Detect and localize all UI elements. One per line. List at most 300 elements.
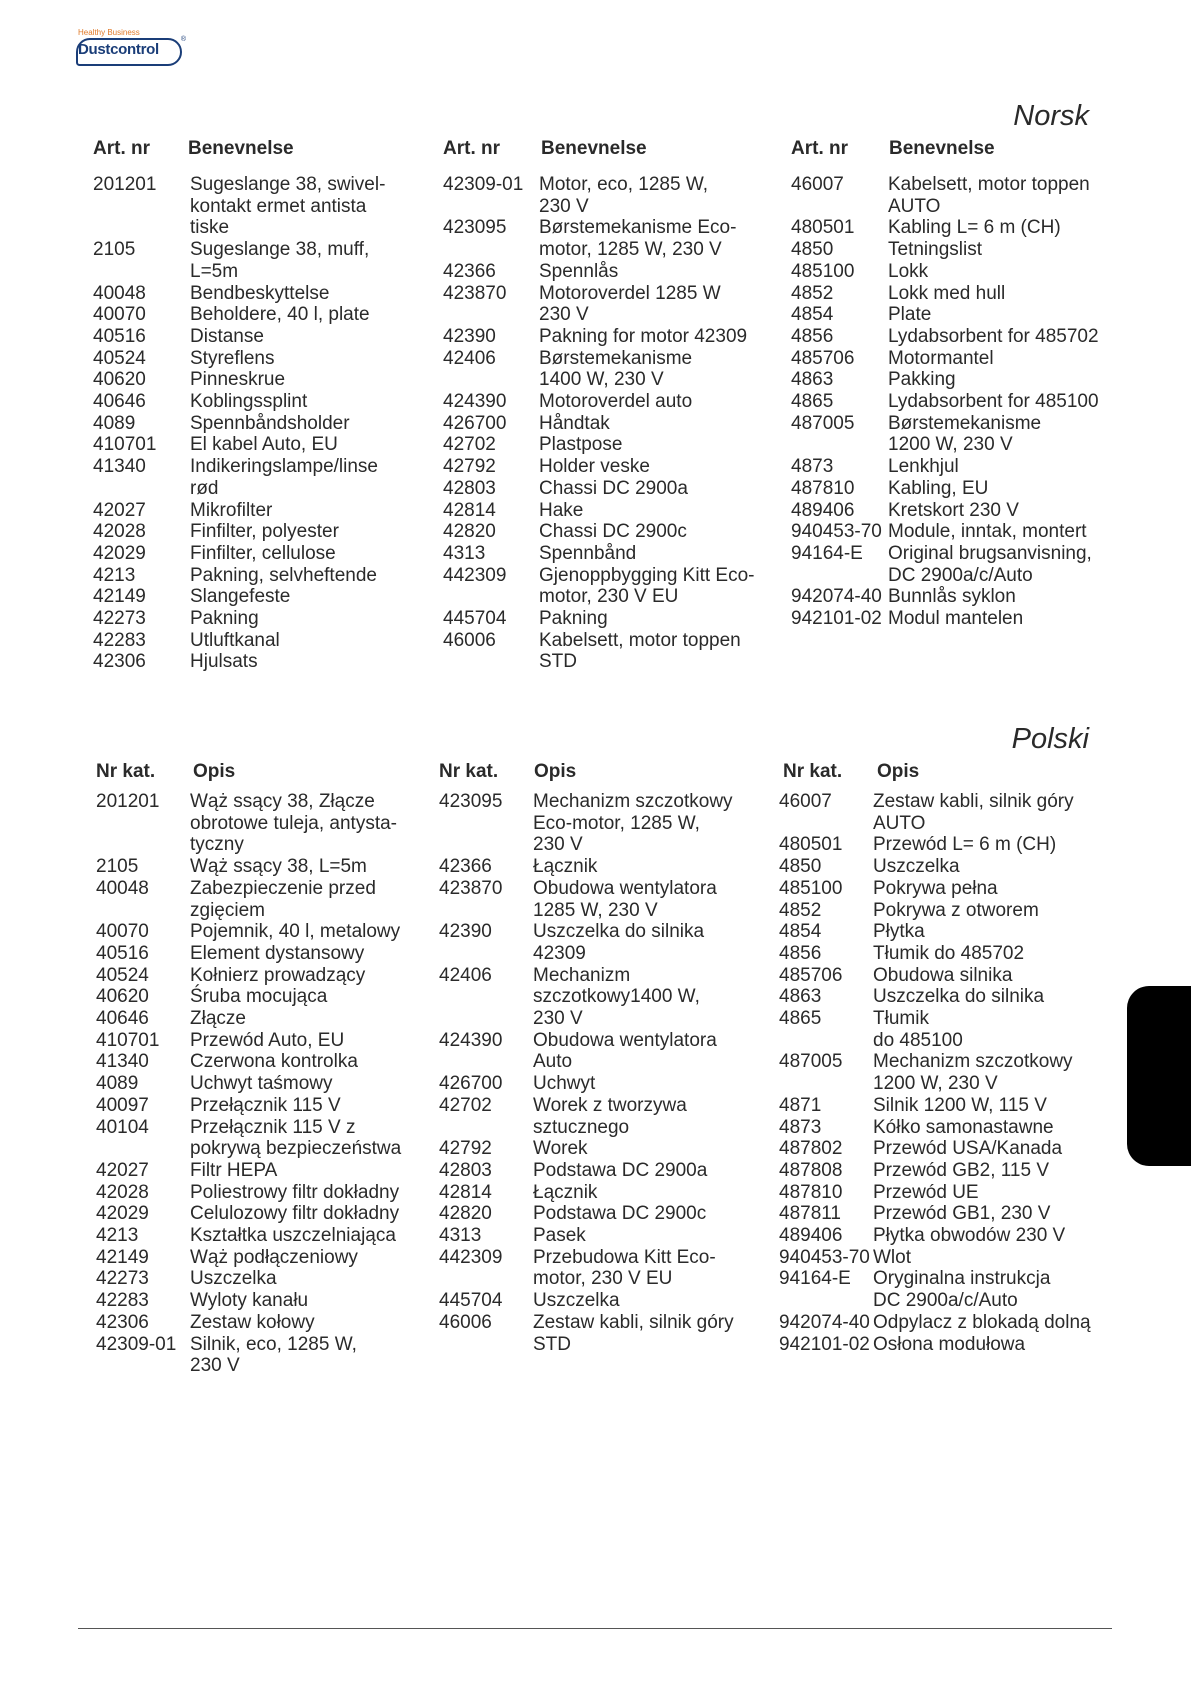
- part-row: [93, 283, 385, 305]
- part-row: [779, 791, 1091, 834]
- part-number: 40070: [96, 921, 149, 943]
- part-number: 2105: [96, 856, 139, 878]
- column-header: [443, 138, 783, 162]
- part-number: 4865: [779, 1008, 822, 1030]
- part-row: [96, 921, 401, 943]
- part-number: 201201: [96, 791, 160, 812]
- part-description: Module, inntak, montert: [888, 521, 1087, 543]
- part-number: 42309-01: [443, 174, 524, 195]
- part-number: 42406: [439, 964, 492, 986]
- part-number: 40104: [96, 1116, 149, 1138]
- part-row: [439, 1225, 734, 1247]
- part-number: 480501: [779, 834, 843, 856]
- part-number: 42702: [443, 434, 496, 456]
- language-title: Polski: [1011, 723, 1089, 755]
- part-description: Motoroverdel auto: [539, 391, 693, 413]
- part-row: [791, 521, 1099, 543]
- part-description: Łącznik: [533, 1181, 598, 1203]
- part-number: 4213: [96, 1225, 139, 1247]
- part-row: [439, 1160, 734, 1182]
- part-number: 485100: [791, 260, 855, 282]
- catalog-number-header: Nr kat.: [96, 761, 156, 782]
- part-description: Zabezpieczenie przed zgięciem: [190, 877, 376, 921]
- part-description: Lokk: [888, 260, 929, 282]
- footer-divider: [78, 1628, 1112, 1629]
- part-row: [96, 1073, 401, 1095]
- part-number: 423870: [439, 877, 503, 899]
- part-description: Uchwyt taśmowy: [190, 1073, 333, 1095]
- part-row: [779, 878, 1091, 900]
- part-number: 2105: [93, 239, 136, 261]
- part-description: Worek: [533, 1138, 588, 1160]
- part-description: Hjulsats: [190, 651, 258, 673]
- part-number: 489406: [779, 1225, 843, 1247]
- part-description: Gjenoppbygging Kitt Eco- motor, 230 V EU: [539, 564, 755, 608]
- part-number: 42792: [443, 456, 496, 478]
- part-number: 94164-E: [791, 542, 863, 564]
- part-row: [93, 304, 385, 326]
- part-number: 42029: [96, 1203, 149, 1225]
- part-description: Płytka obwodów 230 V: [873, 1225, 1066, 1247]
- column-header: [791, 138, 1131, 162]
- part-row: [96, 1008, 401, 1030]
- part-description: Sugeslange 38, muff, L=5m: [190, 239, 370, 282]
- part-description: Spennbånd: [539, 542, 637, 564]
- part-row: [439, 1247, 734, 1290]
- part-number: 42820: [439, 1203, 492, 1225]
- part-number: 42814: [443, 499, 496, 521]
- part-row: [791, 261, 1099, 283]
- parts-column-2: [439, 761, 779, 1355]
- part-row: [791, 217, 1099, 239]
- part-description: Przełącznik 115 V: [190, 1094, 341, 1116]
- part-description: Zestaw kołowy: [190, 1311, 315, 1333]
- part-row: [96, 1182, 401, 1204]
- part-number: 42149: [93, 586, 146, 608]
- part-number: 485706: [791, 347, 855, 369]
- part-number: 480501: [791, 217, 855, 239]
- part-description: Obudowa wentylatora 1285 W, 230 V: [533, 877, 717, 921]
- part-number: 423095: [439, 791, 503, 812]
- part-row: [779, 1160, 1091, 1182]
- part-row: [439, 1203, 734, 1225]
- part-row: [779, 1051, 1091, 1094]
- part-row: [779, 834, 1091, 856]
- part-row: [779, 856, 1091, 878]
- part-description: Modul mantelen: [888, 608, 1024, 630]
- part-description: Przełącznik 115 V z pokrywą bezpieczeństwa: [190, 1116, 402, 1160]
- part-number: 4873: [779, 1116, 822, 1138]
- part-description: Złącze: [190, 1008, 246, 1030]
- part-row: [779, 900, 1091, 922]
- part-description: Pakning: [539, 608, 608, 630]
- part-description: Pokrywa z otworem: [873, 899, 1039, 921]
- part-number: 40070: [93, 304, 146, 326]
- part-row: [779, 1095, 1091, 1117]
- part-row: [96, 1225, 401, 1247]
- part-number: 40646: [96, 1008, 149, 1030]
- part-row: [779, 1312, 1091, 1334]
- part-number: 40048: [93, 282, 146, 304]
- article-number-header: Art. nr: [93, 138, 150, 159]
- part-description: Pasek: [533, 1225, 586, 1247]
- part-description: Podstawa DC 2900a: [533, 1159, 708, 1181]
- part-row: [439, 1182, 734, 1204]
- part-row: [439, 965, 734, 1030]
- part-row: [96, 1290, 401, 1312]
- part-description: Kółko samonastawne: [873, 1116, 1054, 1138]
- part-number: 40097: [96, 1094, 149, 1116]
- part-description: Poliestrowy filtr dokładny: [190, 1181, 400, 1203]
- part-row: [443, 217, 754, 260]
- part-description: Przewód Auto, EU: [190, 1029, 345, 1051]
- part-row: [779, 1138, 1091, 1160]
- part-number: 4856: [779, 942, 822, 964]
- part-number: 4856: [791, 325, 834, 347]
- part-row: [439, 1138, 734, 1160]
- part-description: Chassi DC 2900a: [539, 477, 688, 499]
- part-description: Pakning for motor 42309: [539, 325, 748, 347]
- part-number: 442309: [443, 564, 507, 586]
- part-description: Odpylacz z blokadą dolną: [873, 1311, 1091, 1333]
- part-number: 40646: [93, 391, 146, 413]
- part-description: Plastpose: [539, 434, 623, 456]
- part-number: 40516: [96, 942, 149, 964]
- part-description: Finfilter, cellulose: [190, 542, 336, 564]
- part-row: [96, 943, 401, 965]
- part-description: Przewód GB1, 230 V: [873, 1203, 1051, 1225]
- part-row: [96, 1247, 401, 1269]
- parts-list: [791, 174, 1099, 630]
- part-number: 4089: [93, 412, 136, 434]
- description-header: Opis: [193, 761, 236, 782]
- part-description: Łącznik: [533, 856, 598, 878]
- part-description: Obudowa wentylatora Auto: [533, 1029, 717, 1073]
- part-number: 4854: [791, 304, 834, 326]
- part-description: Wąż ssący 38, L=5m: [190, 856, 367, 878]
- part-row: [96, 1095, 401, 1117]
- part-row: [93, 413, 385, 435]
- part-row: [443, 261, 754, 283]
- part-number: 423870: [443, 282, 507, 304]
- part-number: 940453-70: [791, 521, 882, 543]
- part-row: [791, 456, 1099, 478]
- part-description: Koblingssplint: [190, 391, 308, 413]
- part-row: [439, 1030, 734, 1073]
- part-description: Śruba mocująca: [190, 986, 328, 1008]
- part-number: 485706: [779, 964, 843, 986]
- part-description: Styreflens: [190, 347, 275, 369]
- description-header: Benevnelse: [541, 138, 647, 159]
- part-number: 40620: [96, 986, 149, 1008]
- part-row: [779, 921, 1091, 943]
- part-description: Silnik 1200 W, 115 V: [873, 1094, 1047, 1116]
- part-row: [791, 500, 1099, 522]
- part-number: 426700: [443, 412, 507, 434]
- part-number: 42029: [93, 542, 146, 564]
- part-row: [443, 283, 754, 326]
- part-number: 46006: [443, 629, 496, 651]
- part-number: 410701: [93, 434, 157, 456]
- part-description: Lydabsorbent for 485100: [888, 391, 1099, 413]
- part-description: Przewód L= 6 m (CH): [873, 834, 1057, 856]
- part-row: [443, 543, 754, 565]
- description-header: Benevnelse: [188, 138, 294, 159]
- part-row: [96, 1160, 401, 1182]
- logo-tagline: Healthy Business: [78, 28, 140, 37]
- part-row: [779, 965, 1091, 987]
- part-number: 42390: [443, 325, 496, 347]
- part-description: Spennbåndsholder: [190, 412, 350, 434]
- part-row: [96, 791, 401, 856]
- parts-list: [443, 174, 754, 673]
- part-row: [439, 878, 734, 921]
- catalog-number-header: Nr kat.: [439, 761, 499, 782]
- part-number: 40620: [93, 369, 146, 391]
- part-number: 940453-70: [779, 1246, 870, 1268]
- part-row: [93, 651, 385, 673]
- part-number: 42273: [96, 1268, 149, 1290]
- part-row: [443, 413, 754, 435]
- part-number: 424390: [443, 391, 507, 413]
- part-description: Wyloty kanału: [190, 1290, 309, 1312]
- part-row: [443, 456, 754, 478]
- part-number: 942101-02: [779, 1333, 870, 1355]
- part-number: 445704: [439, 1290, 503, 1312]
- part-description: Mechanizm szczotkowy 1200 W, 230 V: [873, 1051, 1073, 1095]
- part-number: 942101-02: [791, 608, 882, 630]
- article-number-header: Art. nr: [791, 138, 848, 159]
- part-description: Osłona modułowa: [873, 1333, 1026, 1355]
- part-description: Spennlås: [539, 260, 619, 282]
- part-description: Pakning: [190, 608, 259, 630]
- part-row: [96, 986, 401, 1008]
- part-description: Børstemekanisme 1200 W, 230 V: [888, 412, 1042, 456]
- parts-column-3: [779, 761, 1119, 1355]
- part-description: Pakning, selvheftende: [190, 564, 377, 586]
- column-header: [439, 761, 779, 785]
- part-row: [439, 921, 734, 964]
- parts-column-1: [96, 761, 436, 1377]
- part-number: 201201: [93, 174, 157, 195]
- part-row: [96, 1117, 401, 1160]
- part-number: 487802: [779, 1138, 843, 1160]
- part-row: [779, 1247, 1091, 1269]
- part-row: [93, 239, 385, 282]
- part-description: Kabling, EU: [888, 477, 989, 499]
- part-description: Håndtak: [539, 412, 610, 434]
- part-number: 4863: [779, 986, 822, 1008]
- description-header: Opis: [877, 761, 920, 782]
- logo-name: Dustcontrol: [78, 41, 159, 58]
- part-description: Zestaw kabli, silnik góry AUTO: [873, 791, 1074, 834]
- part-number: 41340: [96, 1051, 149, 1073]
- part-row: [779, 1117, 1091, 1139]
- part-number: 42803: [439, 1159, 492, 1181]
- part-number: 42366: [439, 856, 492, 878]
- part-row: [779, 1334, 1091, 1356]
- part-row: [439, 856, 734, 878]
- part-description: Uszczelka do silnika: [873, 986, 1045, 1008]
- part-number: 4213: [93, 564, 136, 586]
- part-number: 487810: [791, 477, 855, 499]
- column-header: [93, 138, 433, 162]
- part-row: [791, 478, 1099, 500]
- part-description: Oryginalna instrukcja DC 2900a/c/Auto: [873, 1268, 1051, 1312]
- column-header: [779, 761, 1119, 785]
- part-description: Uszczelka do silnika 42309: [533, 921, 705, 964]
- part-row: [93, 521, 385, 543]
- part-description: Uszczelka: [533, 1290, 620, 1312]
- part-number: 487808: [779, 1159, 843, 1181]
- part-number: 42273: [93, 608, 146, 630]
- part-number: 42149: [96, 1246, 149, 1268]
- part-number: 42820: [443, 521, 496, 543]
- part-description: Distanse: [190, 325, 264, 347]
- part-description: Mechanizm szczotkowy1400 W, 230 V: [533, 964, 700, 1030]
- part-description: Mechanizm szczotkowy Eco-motor, 1285 W, 230 V: [533, 791, 733, 856]
- part-number: 4863: [791, 369, 834, 391]
- part-row: [439, 1312, 734, 1355]
- parts-column-2: [443, 138, 783, 673]
- part-number: 41340: [93, 456, 146, 478]
- part-description: Plate: [888, 304, 932, 326]
- part-row: [779, 1008, 1091, 1051]
- part-description: Holder veske: [539, 456, 650, 478]
- part-row: [93, 586, 385, 608]
- part-number: 424390: [439, 1029, 503, 1051]
- part-description: Tetningslist: [888, 239, 982, 261]
- part-row: [443, 608, 754, 630]
- part-description: Uszczelka: [873, 856, 960, 878]
- part-row: [93, 456, 385, 499]
- part-number: 42028: [93, 521, 146, 543]
- part-row: [779, 1268, 1091, 1311]
- parts-list: [779, 791, 1091, 1355]
- part-row: [93, 500, 385, 522]
- part-description: Silnik, eco, 1285 W, 230 V: [190, 1333, 357, 1377]
- part-number: 4854: [779, 921, 822, 943]
- part-description: Hake: [539, 499, 584, 521]
- article-number-header: Art. nr: [443, 138, 500, 159]
- part-description: Wąż podłączeniowy: [190, 1246, 358, 1268]
- part-row: [439, 1290, 734, 1312]
- part-row: [791, 239, 1099, 261]
- part-number: 487005: [779, 1051, 843, 1073]
- part-number: 4850: [791, 239, 834, 261]
- part-row: [96, 1030, 401, 1052]
- part-description: Kretskort 230 V: [888, 499, 1019, 521]
- part-description: Tłumik do 485100: [873, 1008, 963, 1051]
- dustcontrol-logo: [76, 26, 186, 70]
- part-description: Wąż ssący 38, Złącze obrotowe tuleja, antysta- tyczny: [190, 791, 398, 856]
- part-number: 4089: [96, 1073, 139, 1095]
- description-header: Benevnelse: [889, 138, 995, 159]
- part-number: 42306: [93, 651, 146, 673]
- part-description: Børstemekanisme 1400 W, 230 V: [539, 347, 693, 391]
- part-row: [443, 630, 754, 673]
- part-description: Zestaw kabli, silnik góry STD: [533, 1311, 734, 1355]
- part-description: Przebudowa Kitt Eco- motor, 230 V EU: [533, 1246, 716, 1290]
- part-row: [96, 1334, 401, 1377]
- part-row: [443, 434, 754, 456]
- column-header: [96, 761, 436, 785]
- part-number: 42702: [439, 1094, 492, 1116]
- part-description: Chassi DC 2900c: [539, 521, 687, 543]
- part-number: 42814: [439, 1181, 492, 1203]
- part-description: Kabelsett, motor toppen AUTO: [888, 174, 1090, 217]
- catalog-number-header: Nr kat.: [783, 761, 843, 782]
- part-number: 42283: [96, 1290, 149, 1312]
- part-number: 40524: [93, 347, 146, 369]
- part-description: Wlot: [873, 1246, 911, 1268]
- part-number: 40516: [93, 325, 146, 347]
- part-description: Kształtka uszczelniająca: [190, 1225, 396, 1247]
- part-row: [791, 608, 1099, 630]
- part-number: 426700: [439, 1073, 503, 1095]
- part-description: Finfilter, polyester: [190, 521, 339, 543]
- part-number: 487810: [779, 1181, 843, 1203]
- part-row: [93, 326, 385, 348]
- part-row: [93, 434, 385, 456]
- part-row: [779, 1203, 1091, 1225]
- part-number: 42309-01: [96, 1333, 177, 1355]
- part-description: Obudowa silnika: [873, 964, 1013, 986]
- part-description: Uszczelka: [190, 1268, 277, 1290]
- part-row: [791, 413, 1099, 456]
- parts-column-1: [93, 138, 433, 673]
- part-number: 942074-40: [791, 586, 882, 608]
- part-description: Beholdere, 40 l, plate: [190, 304, 370, 326]
- part-row: [93, 391, 385, 413]
- part-row: [443, 326, 754, 348]
- part-description: Motormantel: [888, 347, 994, 369]
- part-row: [96, 856, 401, 878]
- part-description: Mikrofilter: [190, 499, 273, 521]
- language-title: Norsk: [1013, 100, 1089, 132]
- part-description: Przewód USA/Kanada: [873, 1138, 1063, 1160]
- part-number: 442309: [439, 1246, 503, 1268]
- part-number: 4313: [443, 542, 486, 564]
- part-row: [443, 174, 754, 217]
- part-row: [791, 586, 1099, 608]
- part-description: Pokrywa pełna: [873, 877, 998, 899]
- part-row: [93, 348, 385, 370]
- part-description: Przewód GB2, 115 V: [873, 1159, 1050, 1181]
- part-number: 42027: [96, 1159, 149, 1181]
- part-row: [443, 565, 754, 608]
- part-number: 4871: [779, 1094, 822, 1116]
- parts-list: [96, 791, 401, 1377]
- part-number: 46006: [439, 1311, 492, 1333]
- part-row: [779, 943, 1091, 965]
- part-number: 410701: [96, 1029, 160, 1051]
- part-row: [779, 1182, 1091, 1204]
- part-row: [779, 1225, 1091, 1247]
- part-row: [93, 174, 385, 239]
- part-row: [791, 348, 1099, 370]
- part-description: Przewód UE: [873, 1181, 979, 1203]
- part-row: [439, 791, 734, 856]
- part-description: Motoroverdel 1285 W 230 V: [539, 282, 721, 326]
- part-description: Filtr HEPA: [190, 1159, 278, 1181]
- part-number: 40048: [96, 877, 149, 899]
- part-number: 42306: [96, 1311, 149, 1333]
- part-description: Pojemnik, 40 l, metalowy: [190, 921, 401, 943]
- part-description: Podstawa DC 2900c: [533, 1203, 707, 1225]
- part-row: [443, 500, 754, 522]
- part-row: [439, 1073, 734, 1095]
